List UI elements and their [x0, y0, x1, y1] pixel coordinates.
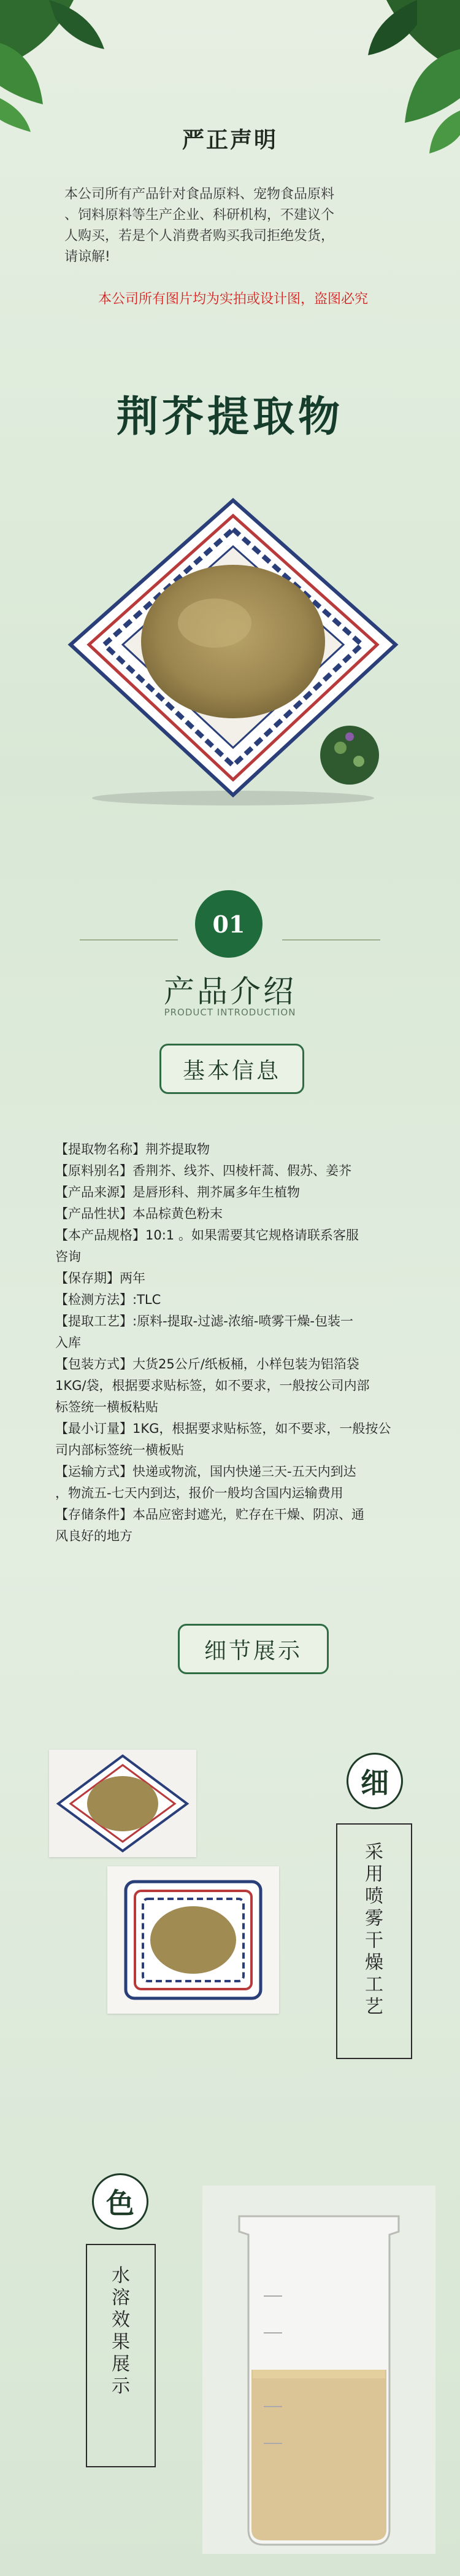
intro-title: 产品介绍 — [164, 974, 296, 1009]
product-photo-plate — [61, 491, 405, 810]
detail-char-badge: 细 — [347, 1753, 403, 1809]
info-line: 【本产品规格】10:1 。如果需要其它规格请联系客服 — [55, 1228, 359, 1243]
detail-photo-2 — [107, 1866, 279, 2014]
info-line: 【产品性状】本品棕黄色粉末 — [55, 1206, 223, 1221]
beaker-photo — [202, 2186, 435, 2554]
copyright-warning: 本公司所有图片均为实拍或设计图，盗图必究 — [98, 292, 368, 307]
info-line: 【原料别名】香荆芥、线芥、四棱杆蒿、假苏、姜芥 — [55, 1163, 351, 1178]
info-line: 【最小订量】1KG，根据要求贴标签，如不要求，一般按公 — [55, 1421, 391, 1436]
info-line: 【提取工艺】:原料-提取-过滤-浓缩-喷雾干燥-包装一 — [55, 1314, 353, 1329]
info-line: 【保存期】两年 — [55, 1271, 145, 1286]
intro-subtitle: PRODUCT INTRODUCTION — [164, 1007, 296, 1018]
info-line: 风良好的地方 — [55, 1529, 132, 1543]
leaf-decoration-left — [0, 0, 123, 135]
intro-divider-left — [80, 939, 178, 941]
info-line: 【存储条件】本品应密封遮光，贮存在干燥、阴凉、通 — [55, 1507, 364, 1522]
intro-divider-right — [282, 939, 380, 941]
info-line: ，物流五-七天内到达，报价一般均含国内运输费用 — [55, 1486, 343, 1500]
info-line: 入库 — [55, 1335, 81, 1350]
product-info-list — [55, 1139, 411, 1547]
basic-info-label: 基本信息 — [159, 1044, 304, 1094]
product-title: 荆芥提取物 — [116, 392, 343, 441]
notice-line: 人购买，若是个人消费者购买我司拒绝发货， — [64, 228, 335, 244]
info-line: 【包装方式】大货25公斤/纸板桶，小样包装为铝箔袋 — [55, 1357, 359, 1371]
detail-photo-1 — [49, 1750, 196, 1857]
info-line: 【检测方法】:TLC — [55, 1292, 161, 1307]
info-line: 司内部标签统一横板贴 — [55, 1443, 184, 1457]
notice-line: 请谅解! — [64, 249, 110, 265]
notice-line: 本公司所有产品针对食品原料、宠物食品原料 — [64, 187, 335, 202]
notice-line: 、饲料原料等生产企业、科研机构，不建议个 — [64, 208, 335, 223]
section-number-badge: 01 — [195, 890, 263, 958]
info-line: 1KG/袋，根据要求贴标签，如不要求，一般按公司内部 — [55, 1378, 370, 1393]
notice-title: 严正声明 — [182, 128, 278, 153]
info-line: 咨询 — [55, 1249, 81, 1264]
color-caption: 水溶效果展示 — [108, 2265, 129, 2398]
info-line: 标签统一横板粘贴 — [55, 1400, 158, 1414]
info-line: 【运输方式】快递或物流，国内快递三天-五天内到达 — [55, 1464, 356, 1479]
detail-caption: 采用喷雾干燥工艺 — [361, 1842, 383, 2019]
info-line: 【提取物名称】荆芥提取物 — [55, 1142, 210, 1157]
notice-body — [64, 184, 420, 268]
color-char-badge: 色 — [92, 2173, 148, 2230]
detail-label: 细节展示 — [178, 1624, 329, 1674]
info-line: 【产品来源】是唇形科、荆芥属多年生植物 — [55, 1185, 300, 1200]
